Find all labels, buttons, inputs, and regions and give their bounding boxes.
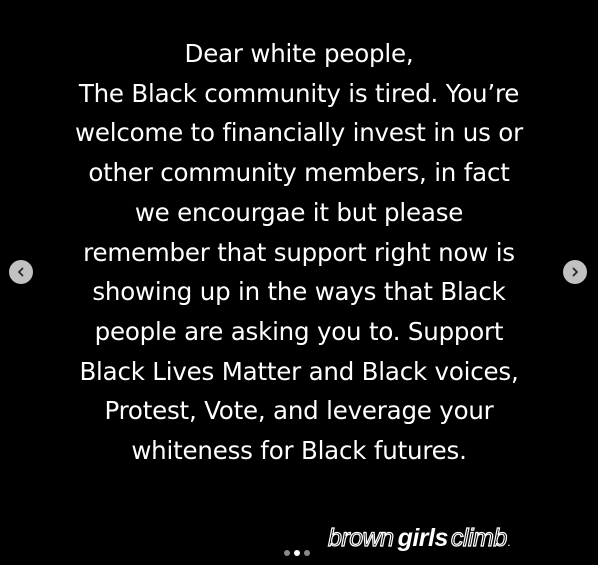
message-line: welcome to financially invest in us or — [75, 118, 523, 148]
brown-girls-climb-logo — [328, 524, 511, 560]
carousel-dot[interactable] — [284, 550, 290, 556]
message-line: other community members, in fact — [88, 158, 510, 188]
message-line: Black Lives Matter and Black voices, — [79, 356, 519, 386]
carousel-dot-active[interactable] — [294, 550, 300, 556]
message-line: Protest, Vote, and leverage your — [104, 396, 494, 426]
logo-word-climb: climb — [450, 524, 507, 552]
carousel-prev-button[interactable] — [9, 260, 33, 284]
message-line: remember that support right now is — [83, 237, 515, 267]
chevron-right-icon — [569, 266, 581, 278]
message-line: The Black community is tired. You’re — [78, 78, 520, 108]
message-line: showing up in the ways that Black — [92, 277, 506, 307]
message-line: we encourgae it but please — [134, 197, 464, 227]
message-line: people are asking you to. Support — [94, 316, 504, 346]
message-line: Dear white people, — [184, 39, 414, 68]
logo-word-girls: girls — [397, 524, 448, 552]
carousel-pagination — [284, 550, 310, 556]
chevron-left-icon — [15, 266, 27, 278]
logo-suffix: . — [507, 535, 511, 549]
post-message — [40, 34, 558, 471]
message-line: whiteness for Black futures. — [131, 436, 467, 466]
logo-word-brown: brown — [328, 524, 394, 552]
carousel-dot[interactable] — [304, 550, 310, 556]
carousel-next-button[interactable] — [563, 260, 587, 284]
